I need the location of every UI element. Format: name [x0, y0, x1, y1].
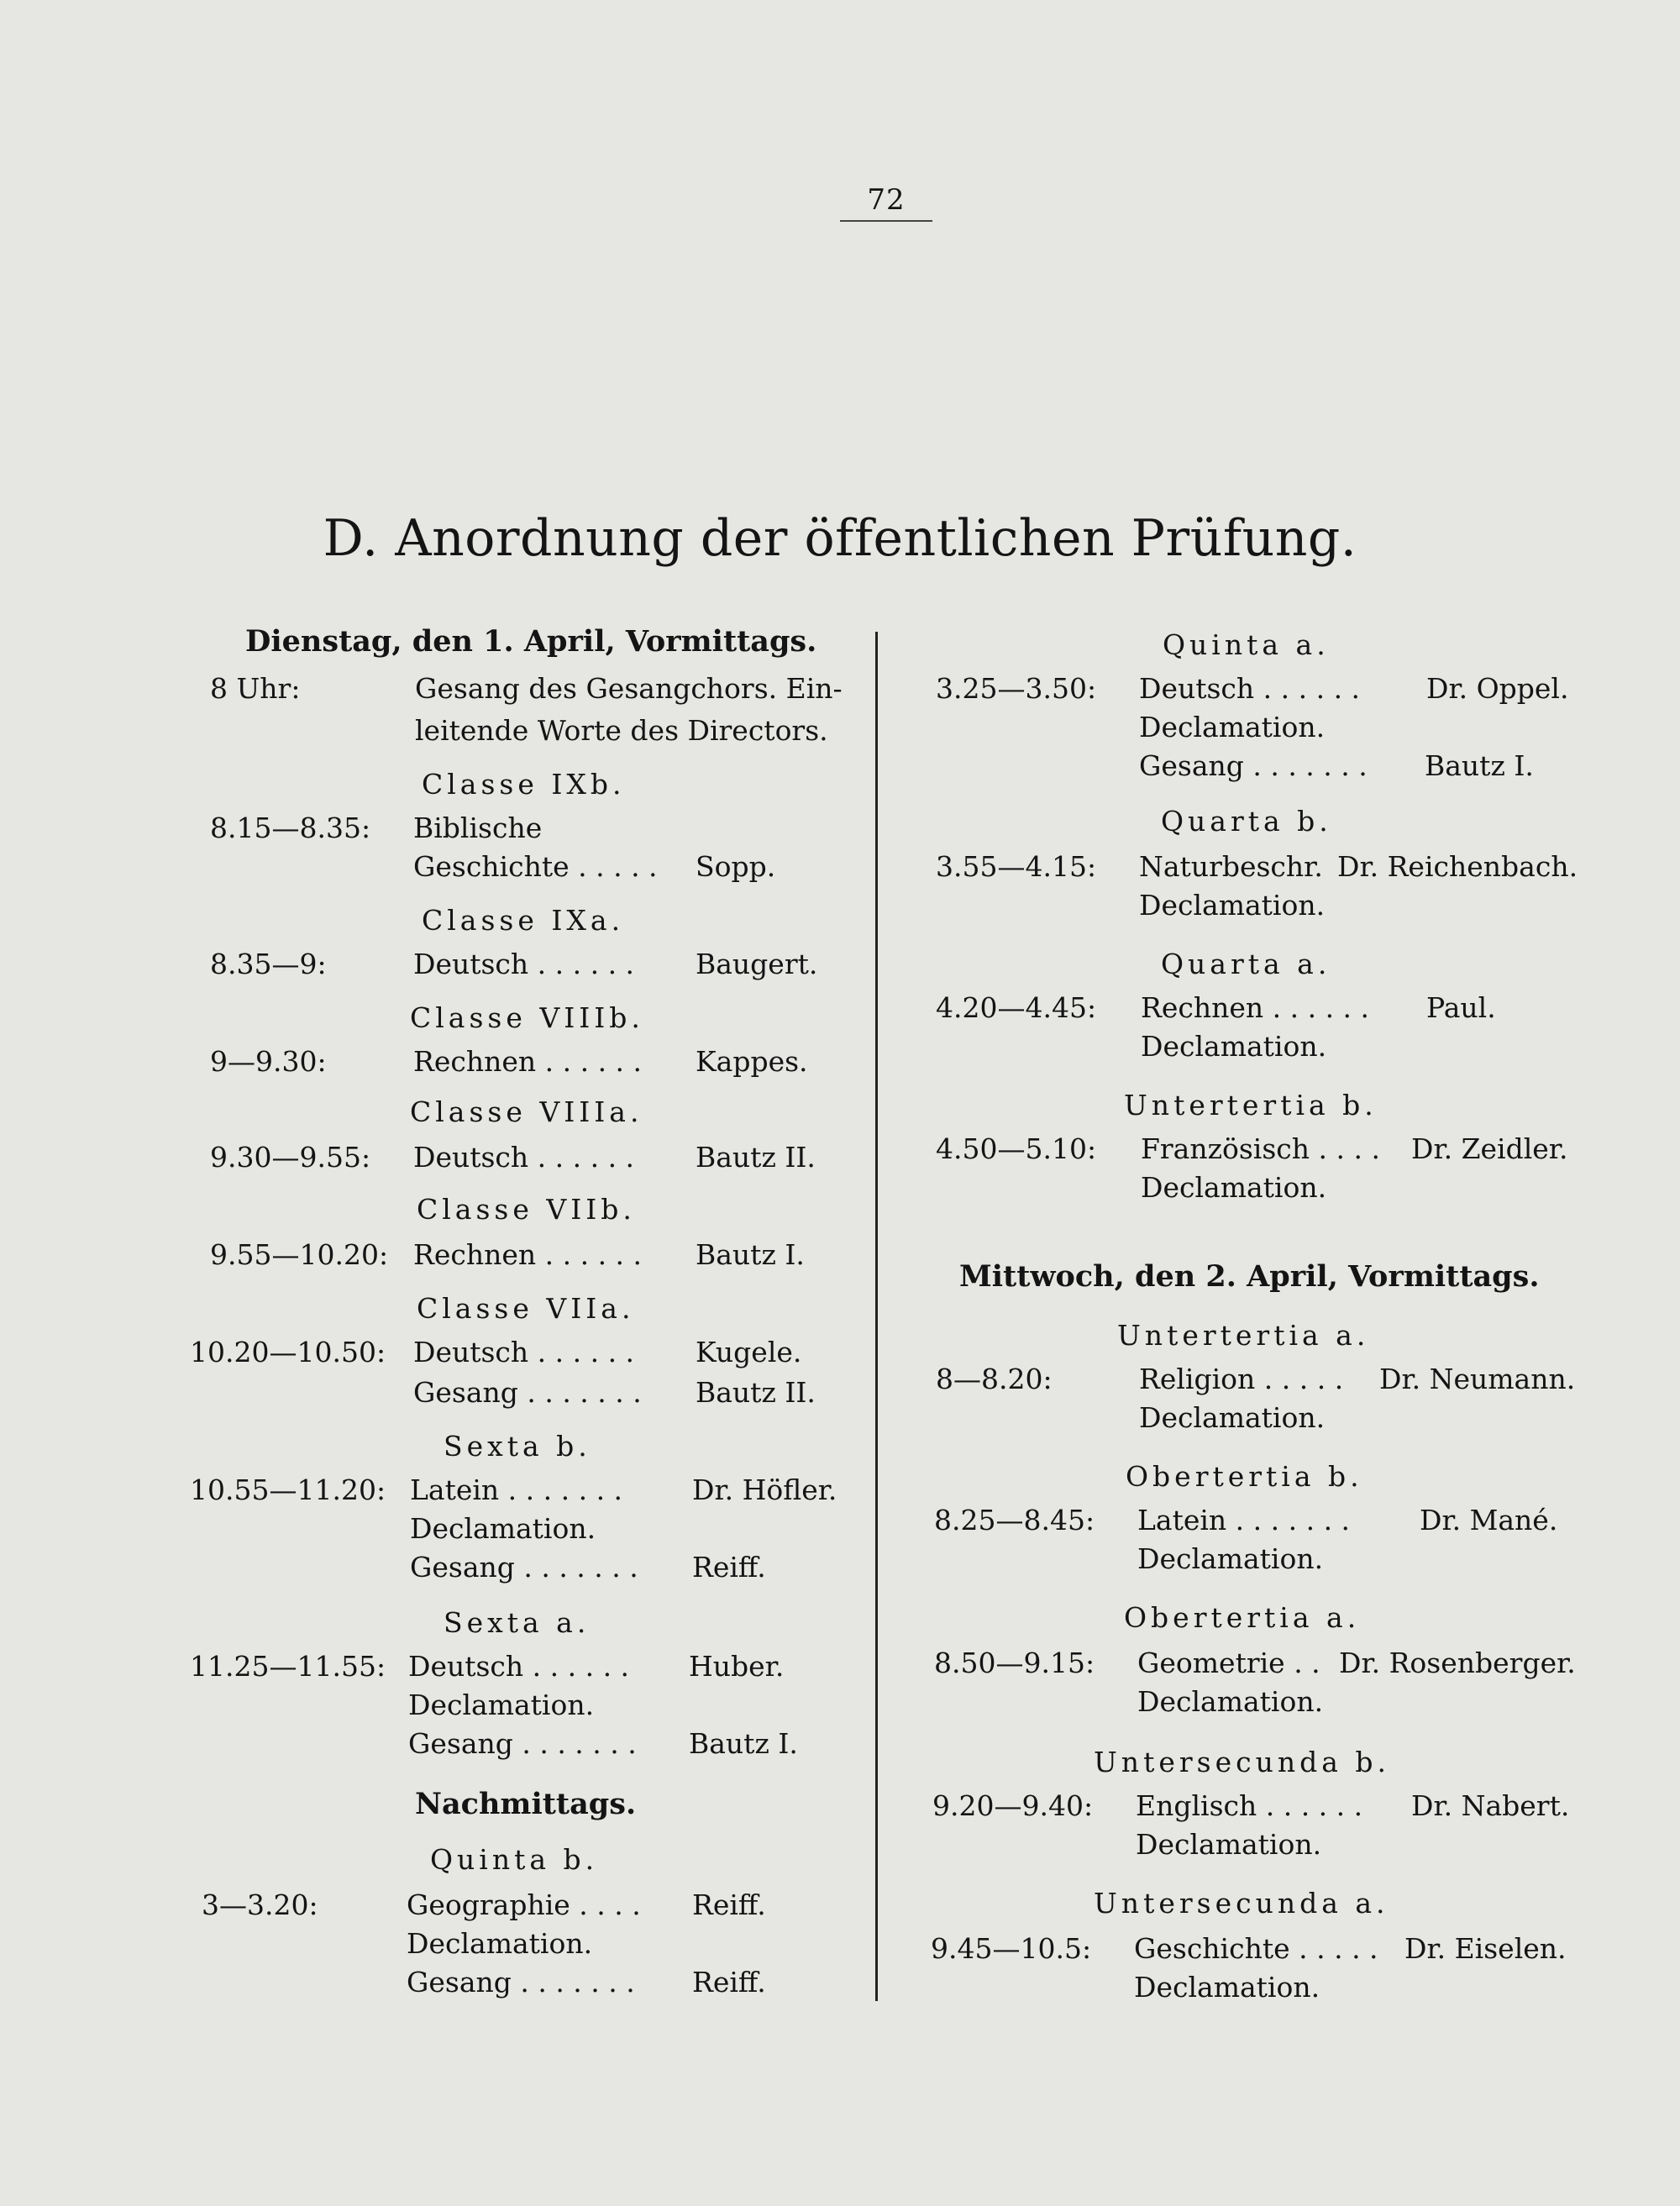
teacher: Paul.: [1426, 991, 1496, 1024]
class-heading: Sexta a.: [444, 1606, 591, 1639]
time-slot: 3.25—3.50:: [936, 672, 1097, 705]
subject: Geschichte . . . . .: [1134, 1932, 1378, 1965]
subject: Gesang . . . . . . .: [1139, 749, 1368, 782]
class-heading: Obertertia a.: [1124, 1601, 1361, 1634]
teacher: Bautz I.: [689, 1727, 798, 1760]
subject: Rechnen . . . . . .: [413, 1238, 643, 1271]
class-heading: Untertertia a.: [1117, 1319, 1370, 1352]
teacher: Baugert.: [696, 948, 818, 980]
time-slot: 4.20—4.45:: [936, 991, 1097, 1024]
time-slot: 9.20—9.40:: [932, 1789, 1094, 1822]
subject: Declamation.: [1139, 1401, 1326, 1434]
subject: Geschichte . . . . .: [413, 850, 658, 883]
subject: Gesang . . . . . . .: [410, 1551, 638, 1584]
class-heading: Classe IXa.: [422, 904, 625, 937]
subject: Declamation.: [1141, 1171, 1327, 1204]
teacher: Dr. Mané.: [1420, 1504, 1558, 1536]
program-item: Gesang des Gesangchors. Ein-: [415, 672, 843, 705]
teacher: Sopp.: [696, 850, 776, 883]
subject: Geographie . . . .: [407, 1888, 641, 1921]
subject: Deutsch . . . . . .: [413, 1141, 635, 1174]
time-slot: 10.55—11.20:: [190, 1473, 386, 1506]
teacher: Bautz I.: [696, 1238, 805, 1271]
class-heading: Obertertia b.: [1126, 1460, 1363, 1493]
column-divider: [875, 632, 878, 2001]
time-slot: 8 Uhr:: [210, 672, 301, 705]
class-heading: Classe IXb.: [422, 768, 626, 801]
time-slot: 10.20—10.50:: [190, 1336, 386, 1368]
subject: Declamation.: [1137, 1542, 1324, 1575]
teacher: Bautz I.: [1425, 749, 1534, 782]
time-slot: 9.30—9.55:: [210, 1141, 371, 1174]
teacher: Dr. Neumann.: [1379, 1363, 1576, 1395]
time-slot: 4.50—5.10:: [936, 1132, 1097, 1165]
class-heading: Quinta a.: [1163, 628, 1330, 661]
teacher: Kappes.: [696, 1045, 808, 1078]
subject: Declamation.: [410, 1512, 596, 1545]
day-heading-wednesday: Mittwoch, den 2. April, Vormittags.: [959, 1259, 1540, 1294]
teacher: Kugele.: [696, 1336, 802, 1368]
teacher: Dr. Reichenbach.: [1337, 850, 1578, 883]
teacher: Bautz II.: [696, 1376, 816, 1409]
time-slot: 8.25—8.45:: [934, 1504, 1095, 1536]
subject: Naturbeschr.: [1139, 850, 1323, 883]
teacher: Dr. Zeidler.: [1411, 1132, 1568, 1165]
time-slot: 9.45—10.5:: [931, 1932, 1092, 1965]
class-heading: Classe VIIb.: [417, 1193, 636, 1226]
subject: Gesang . . . . . . .: [407, 1966, 635, 1999]
teacher: Dr. Nabert.: [1411, 1789, 1570, 1822]
class-heading: Quarta b.: [1161, 805, 1332, 838]
teacher: Reiff.: [692, 1966, 766, 1999]
subject: Englisch . . . . . .: [1136, 1789, 1363, 1822]
time-slot: 8.15—8.35:: [210, 811, 371, 844]
subject: Deutsch . . . . . .: [413, 1336, 635, 1368]
subject: Gesang . . . . . . .: [408, 1727, 637, 1760]
class-heading: Quinta b.: [430, 1843, 599, 1876]
subject: Deutsch . . . . . .: [413, 948, 635, 980]
class-heading: Untersecunda b.: [1094, 1746, 1390, 1778]
class-heading: Untersecunda a.: [1094, 1887, 1389, 1920]
subject: Declamation.: [1139, 711, 1326, 743]
page-title: D. Anordnung der öffentlichen Prüfung.: [323, 509, 1357, 568]
class-heading: Quarta a.: [1161, 948, 1331, 980]
time-slot: 11.25—11.55:: [190, 1650, 386, 1683]
subject: Declamation.: [1139, 889, 1326, 922]
class-heading: Classe VIIIa.: [410, 1095, 643, 1128]
subject: Declamation.: [1141, 1030, 1327, 1063]
subject: Latein . . . . . . .: [410, 1473, 623, 1506]
teacher: Reiff.: [692, 1551, 766, 1584]
teacher: Dr. Höfler.: [692, 1473, 837, 1506]
time-slot: 8.50—9.15:: [934, 1647, 1095, 1679]
subject: Deutsch . . . . . .: [1139, 672, 1361, 705]
subject: Declamation.: [407, 1927, 593, 1960]
teacher: Reiff.: [692, 1888, 766, 1921]
subject: Latein . . . . . . .: [1137, 1504, 1351, 1536]
teacher: Huber.: [689, 1650, 785, 1683]
subject: Französisch . . . .: [1141, 1132, 1380, 1165]
class-heading: Sexta b.: [444, 1430, 591, 1463]
subject: Rechnen . . . . . .: [413, 1045, 643, 1078]
subject: Rechnen . . . . . .: [1141, 991, 1370, 1024]
program-item: leitende Worte des Directors.: [415, 714, 828, 747]
day-heading-tuesday: Dienstag, den 1. April, Vormittags.: [245, 624, 817, 659]
subject: Declamation.: [1136, 1828, 1322, 1861]
subject: Deutsch . . . . . .: [408, 1650, 630, 1683]
subject: Biblische: [413, 811, 543, 844]
subject: Declamation.: [1134, 1971, 1320, 2004]
subject: Geometrie . .: [1137, 1647, 1320, 1679]
subject: Declamation.: [1137, 1685, 1324, 1718]
time-slot: 9—9.30:: [210, 1045, 327, 1078]
teacher: Bautz II.: [696, 1141, 816, 1174]
subject: Religion . . . . .: [1139, 1363, 1344, 1395]
class-heading: Untertertia b.: [1124, 1089, 1378, 1121]
page-number: 72: [840, 183, 932, 222]
teacher: Dr. Oppel.: [1426, 672, 1569, 705]
afternoon-heading: Nachmittags.: [415, 1787, 637, 1821]
subject: Gesang . . . . . . .: [413, 1376, 642, 1409]
time-slot: 8.35—9:: [210, 948, 327, 980]
teacher: Dr. Eiselen.: [1404, 1932, 1567, 1965]
time-slot: 3.55—4.15:: [936, 850, 1097, 883]
teacher: Dr. Rosenberger.: [1339, 1647, 1576, 1679]
class-heading: Classe VIIa.: [417, 1292, 635, 1325]
subject: Declamation.: [408, 1689, 595, 1721]
time-slot: 8—8.20:: [936, 1363, 1053, 1395]
time-slot: 9.55—10.20:: [210, 1238, 389, 1271]
time-slot: 3—3.20:: [202, 1888, 318, 1921]
class-heading: Classe VIIIb.: [410, 1001, 644, 1034]
